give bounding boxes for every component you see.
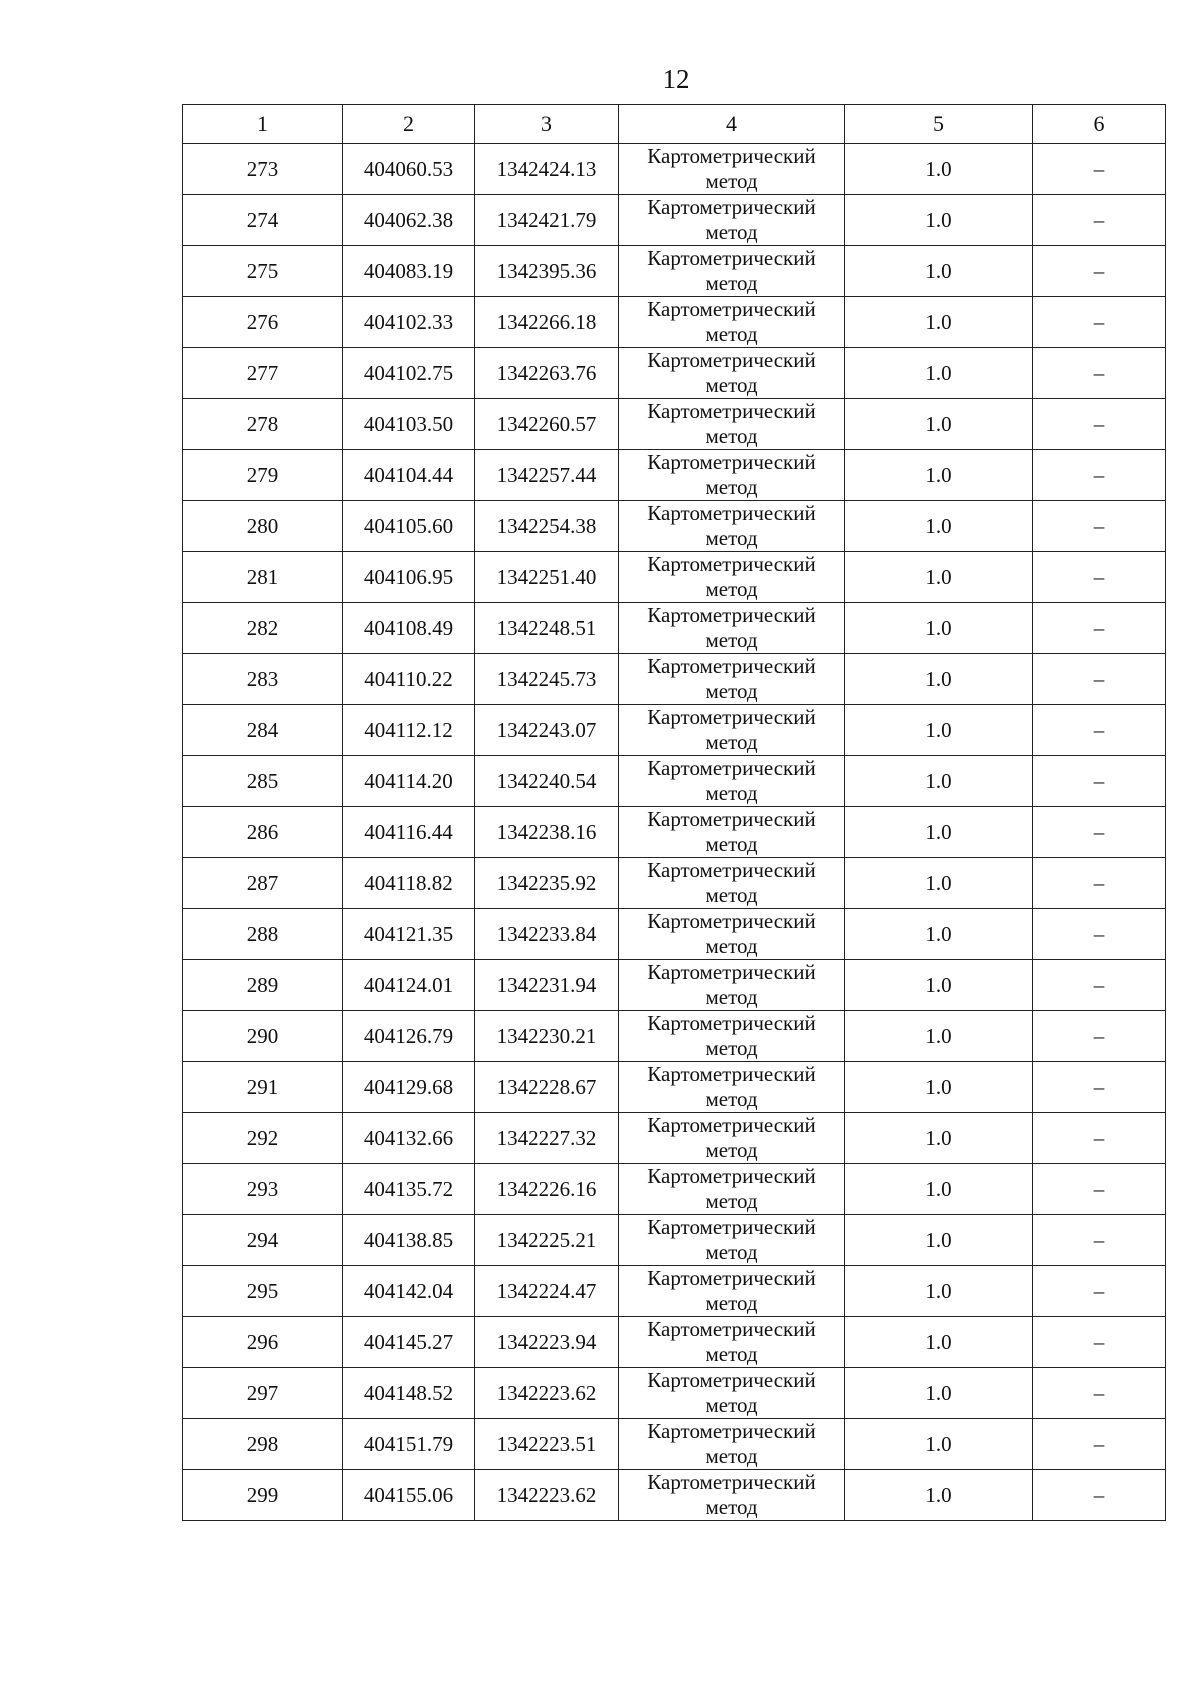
table-row [183,1215,1166,1266]
accuracy-cell: 1.0 [845,297,1033,348]
method-line-2: метод [705,679,758,703]
method-line-1: Картометрический [647,1317,816,1341]
note-cell: – [1033,909,1166,960]
accuracy-cell: 1.0 [845,1062,1033,1113]
method-line-2: метод [705,271,758,295]
point-number-cell: 290 [183,1011,343,1062]
x-coordinate-cell: 404102.33 [343,297,475,348]
table-row [183,756,1166,807]
method-line-1: Картометрический [647,1011,816,1035]
y-coordinate-cell: 1342223.51 [475,1419,619,1470]
x-coordinate-cell: 404083.19 [343,246,475,297]
method-cell [619,960,845,1011]
method-cell [619,450,845,501]
accuracy-cell: 1.0 [845,1113,1033,1164]
method-line-1: Картометрический [647,1164,816,1188]
accuracy-cell: 1.0 [845,654,1033,705]
method-line-1: Картометрический [647,144,816,168]
point-number-cell: 274 [183,195,343,246]
x-coordinate-cell: 404062.38 [343,195,475,246]
x-coordinate-cell: 404112.12 [343,705,475,756]
point-number-cell: 296 [183,1317,343,1368]
x-coordinate-cell: 404105.60 [343,501,475,552]
accuracy-cell: 1.0 [845,1419,1033,1470]
method-line-1: Картометрический [647,1215,816,1239]
table-row [183,195,1166,246]
y-coordinate-cell: 1342260.57 [475,399,619,450]
table-row [183,450,1166,501]
point-number-cell: 287 [183,858,343,909]
method-cell [619,1266,845,1317]
method-line-1: Картометрический [647,246,816,270]
header-row [183,105,1166,144]
method-line-2: метод [705,475,758,499]
header-cell-1: 1 [183,105,343,144]
accuracy-cell: 1.0 [845,552,1033,603]
method-line-1: Картометрический [647,960,816,984]
note-cell: – [1033,297,1166,348]
note-cell: – [1033,348,1166,399]
point-number-cell: 298 [183,1419,343,1470]
y-coordinate-cell: 1342243.07 [475,705,619,756]
accuracy-cell: 1.0 [845,348,1033,399]
point-number-cell: 280 [183,501,343,552]
table-row [183,552,1166,603]
method-line-2: метод [705,577,758,601]
x-coordinate-cell: 404118.82 [343,858,475,909]
y-coordinate-cell: 1342238.16 [475,807,619,858]
accuracy-cell: 1.0 [845,960,1033,1011]
method-line-1: Картометрический [647,1470,816,1494]
x-coordinate-cell: 404148.52 [343,1368,475,1419]
y-coordinate-cell: 1342254.38 [475,501,619,552]
method-line-2: метод [705,169,758,193]
y-coordinate-cell: 1342235.92 [475,858,619,909]
accuracy-cell: 1.0 [845,1011,1033,1062]
method-line-2: метод [705,730,758,754]
method-line-1: Картометрический [647,603,816,627]
method-line-1: Картометрический [647,450,816,474]
method-line-1: Картометрический [647,1062,816,1086]
point-number-cell: 276 [183,297,343,348]
table-row [183,1419,1166,1470]
method-line-2: метод [705,322,758,346]
method-line-2: метод [705,1495,758,1519]
point-number-cell: 293 [183,1164,343,1215]
method-line-1: Картометрический [647,195,816,219]
method-cell [619,1215,845,1266]
x-coordinate-cell: 404155.06 [343,1470,475,1521]
method-line-1: Картометрический [647,399,816,423]
method-cell [619,654,845,705]
method-cell [619,501,845,552]
method-line-1: Картометрический [647,756,816,780]
table-row [183,297,1166,348]
method-line-2: метод [705,985,758,1009]
point-number-cell: 281 [183,552,343,603]
method-line-1: Картометрический [647,705,816,729]
note-cell: – [1033,807,1166,858]
method-cell [619,297,845,348]
note-cell: – [1033,552,1166,603]
note-cell: – [1033,960,1166,1011]
page-number: 12 [662,64,690,94]
y-coordinate-cell: 1342231.94 [475,960,619,1011]
accuracy-cell: 1.0 [845,1470,1033,1521]
method-cell [619,348,845,399]
point-number-cell: 289 [183,960,343,1011]
y-coordinate-cell: 1342224.47 [475,1266,619,1317]
method-cell [619,399,845,450]
table-row [183,1470,1166,1521]
point-number-cell: 279 [183,450,343,501]
x-coordinate-cell: 404060.53 [343,144,475,195]
point-number-cell: 288 [183,909,343,960]
header-cell-6: 6 [1033,105,1166,144]
method-line-2: метод [705,883,758,907]
note-cell: – [1033,603,1166,654]
table-row [183,501,1166,552]
point-number-cell: 291 [183,1062,343,1113]
table-body [183,144,1166,1521]
note-cell: – [1033,144,1166,195]
table-row [183,1317,1166,1368]
method-line-1: Картометрический [647,1419,816,1443]
x-coordinate-cell: 404151.79 [343,1419,475,1470]
table-row [183,960,1166,1011]
y-coordinate-cell: 1342251.40 [475,552,619,603]
y-coordinate-cell: 1342245.73 [475,654,619,705]
x-coordinate-cell: 404106.95 [343,552,475,603]
point-number-cell: 294 [183,1215,343,1266]
y-coordinate-cell: 1342263.76 [475,348,619,399]
note-cell: – [1033,858,1166,909]
method-line-2: метод [705,1036,758,1060]
point-number-cell: 277 [183,348,343,399]
accuracy-cell: 1.0 [845,246,1033,297]
accuracy-cell: 1.0 [845,705,1033,756]
method-cell [619,705,845,756]
table-row [183,246,1166,297]
x-coordinate-cell: 404124.01 [343,960,475,1011]
table-row [183,909,1166,960]
y-coordinate-cell: 1342424.13 [475,144,619,195]
point-number-cell: 297 [183,1368,343,1419]
note-cell: – [1033,1470,1166,1521]
note-cell: – [1033,1368,1166,1419]
point-number-cell: 299 [183,1470,343,1521]
header-cell-3: 3 [475,105,619,144]
method-cell [619,909,845,960]
accuracy-cell: 1.0 [845,603,1033,654]
y-coordinate-cell: 1342226.16 [475,1164,619,1215]
x-coordinate-cell: 404126.79 [343,1011,475,1062]
method-cell [619,1113,845,1164]
table-row [183,399,1166,450]
point-number-cell: 283 [183,654,343,705]
method-line-2: метод [705,1291,758,1315]
note-cell: – [1033,1317,1166,1368]
method-line-2: метод [705,1342,758,1366]
method-line-2: метод [705,934,758,958]
x-coordinate-cell: 404121.35 [343,909,475,960]
x-coordinate-cell: 404132.66 [343,1113,475,1164]
table-row [183,1266,1166,1317]
note-cell: – [1033,450,1166,501]
x-coordinate-cell: 404116.44 [343,807,475,858]
table-row [183,1368,1166,1419]
method-line-2: метод [705,1138,758,1162]
note-cell: – [1033,705,1166,756]
method-cell [619,858,845,909]
point-number-cell: 286 [183,807,343,858]
note-cell: – [1033,1215,1166,1266]
method-line-1: Картометрический [647,858,816,882]
y-coordinate-cell: 1342223.62 [475,1368,619,1419]
accuracy-cell: 1.0 [845,858,1033,909]
note-cell: – [1033,654,1166,705]
x-coordinate-cell: 404142.04 [343,1266,475,1317]
point-number-cell: 275 [183,246,343,297]
table-row [183,1062,1166,1113]
point-number-cell: 284 [183,705,343,756]
method-line-2: метод [705,526,758,550]
note-cell: – [1033,1266,1166,1317]
accuracy-cell: 1.0 [845,195,1033,246]
table-header [183,105,1166,144]
method-line-2: метод [705,1240,758,1264]
y-coordinate-cell: 1342223.94 [475,1317,619,1368]
method-line-2: метод [705,1393,758,1417]
note-cell: – [1033,1011,1166,1062]
method-cell [619,1317,845,1368]
accuracy-cell: 1.0 [845,1368,1033,1419]
table-row [183,1011,1166,1062]
point-number-cell: 285 [183,756,343,807]
table-row [183,348,1166,399]
x-coordinate-cell: 404103.50 [343,399,475,450]
y-coordinate-cell: 1342421.79 [475,195,619,246]
x-coordinate-cell: 404138.85 [343,1215,475,1266]
note-cell: – [1033,1164,1166,1215]
method-line-1: Картометрический [647,348,816,372]
method-line-1: Картометрический [647,552,816,576]
y-coordinate-cell: 1342230.21 [475,1011,619,1062]
method-line-1: Картометрический [647,501,816,525]
note-cell: – [1033,756,1166,807]
table-row [183,654,1166,705]
header-cell-2: 2 [343,105,475,144]
note-cell: – [1033,501,1166,552]
y-coordinate-cell: 1342240.54 [475,756,619,807]
x-coordinate-cell: 404114.20 [343,756,475,807]
x-coordinate-cell: 404104.44 [343,450,475,501]
method-cell [619,552,845,603]
method-line-1: Картометрический [647,297,816,321]
y-coordinate-cell: 1342248.51 [475,603,619,654]
point-number-cell: 292 [183,1113,343,1164]
method-line-2: метод [705,1189,758,1213]
y-coordinate-cell: 1342395.36 [475,246,619,297]
note-cell: – [1033,1062,1166,1113]
point-number-cell: 278 [183,399,343,450]
method-cell [619,1419,845,1470]
y-coordinate-cell: 1342233.84 [475,909,619,960]
y-coordinate-cell: 1342223.62 [475,1470,619,1521]
method-cell [619,1164,845,1215]
accuracy-cell: 1.0 [845,1317,1033,1368]
table-row [183,705,1166,756]
accuracy-cell: 1.0 [845,807,1033,858]
accuracy-cell: 1.0 [845,450,1033,501]
method-line-1: Картометрический [647,909,816,933]
x-coordinate-cell: 404102.75 [343,348,475,399]
table-row [183,858,1166,909]
accuracy-cell: 1.0 [845,399,1033,450]
method-cell [619,1062,845,1113]
method-line-1: Картометрический [647,1266,816,1290]
accuracy-cell: 1.0 [845,1164,1033,1215]
method-line-2: метод [705,424,758,448]
method-line-2: метод [705,832,758,856]
x-coordinate-cell: 404108.49 [343,603,475,654]
method-line-2: метод [705,781,758,805]
point-number-cell: 273 [183,144,343,195]
method-cell [619,1368,845,1419]
accuracy-cell: 1.0 [845,144,1033,195]
method-line-1: Картометрический [647,1368,816,1392]
method-line-2: метод [705,220,758,244]
y-coordinate-cell: 1342227.32 [475,1113,619,1164]
method-cell [619,144,845,195]
method-cell [619,1470,845,1521]
method-line-2: метод [705,1444,758,1468]
accuracy-cell: 1.0 [845,501,1033,552]
y-coordinate-cell: 1342225.21 [475,1215,619,1266]
table-row [183,807,1166,858]
x-coordinate-cell: 404110.22 [343,654,475,705]
x-coordinate-cell: 404145.27 [343,1317,475,1368]
method-cell [619,603,845,654]
table-row [183,1113,1166,1164]
table-row [183,603,1166,654]
accuracy-cell: 1.0 [845,909,1033,960]
y-coordinate-cell: 1342228.67 [475,1062,619,1113]
header-cell-4: 4 [619,105,845,144]
note-cell: – [1033,1419,1166,1470]
accuracy-cell: 1.0 [845,1215,1033,1266]
table-row [183,144,1166,195]
note-cell: – [1033,399,1166,450]
note-cell: – [1033,246,1166,297]
note-cell: – [1033,195,1166,246]
header-cell-5: 5 [845,105,1033,144]
method-cell [619,807,845,858]
y-coordinate-cell: 1342257.44 [475,450,619,501]
point-number-cell: 295 [183,1266,343,1317]
x-coordinate-cell: 404129.68 [343,1062,475,1113]
coordinates-table [182,104,1166,1521]
note-cell: – [1033,1113,1166,1164]
method-line-2: метод [705,628,758,652]
method-cell [619,756,845,807]
y-coordinate-cell: 1342266.18 [475,297,619,348]
accuracy-cell: 1.0 [845,1266,1033,1317]
method-cell [619,195,845,246]
method-cell [619,246,845,297]
method-line-1: Картометрический [647,654,816,678]
accuracy-cell: 1.0 [845,756,1033,807]
method-line-2: метод [705,1087,758,1111]
x-coordinate-cell: 404135.72 [343,1164,475,1215]
method-line-1: Картометрический [647,1113,816,1137]
point-number-cell: 282 [183,603,343,654]
method-line-2: метод [705,373,758,397]
method-line-1: Картометрический [647,807,816,831]
table-row [183,1164,1166,1215]
method-cell [619,1011,845,1062]
